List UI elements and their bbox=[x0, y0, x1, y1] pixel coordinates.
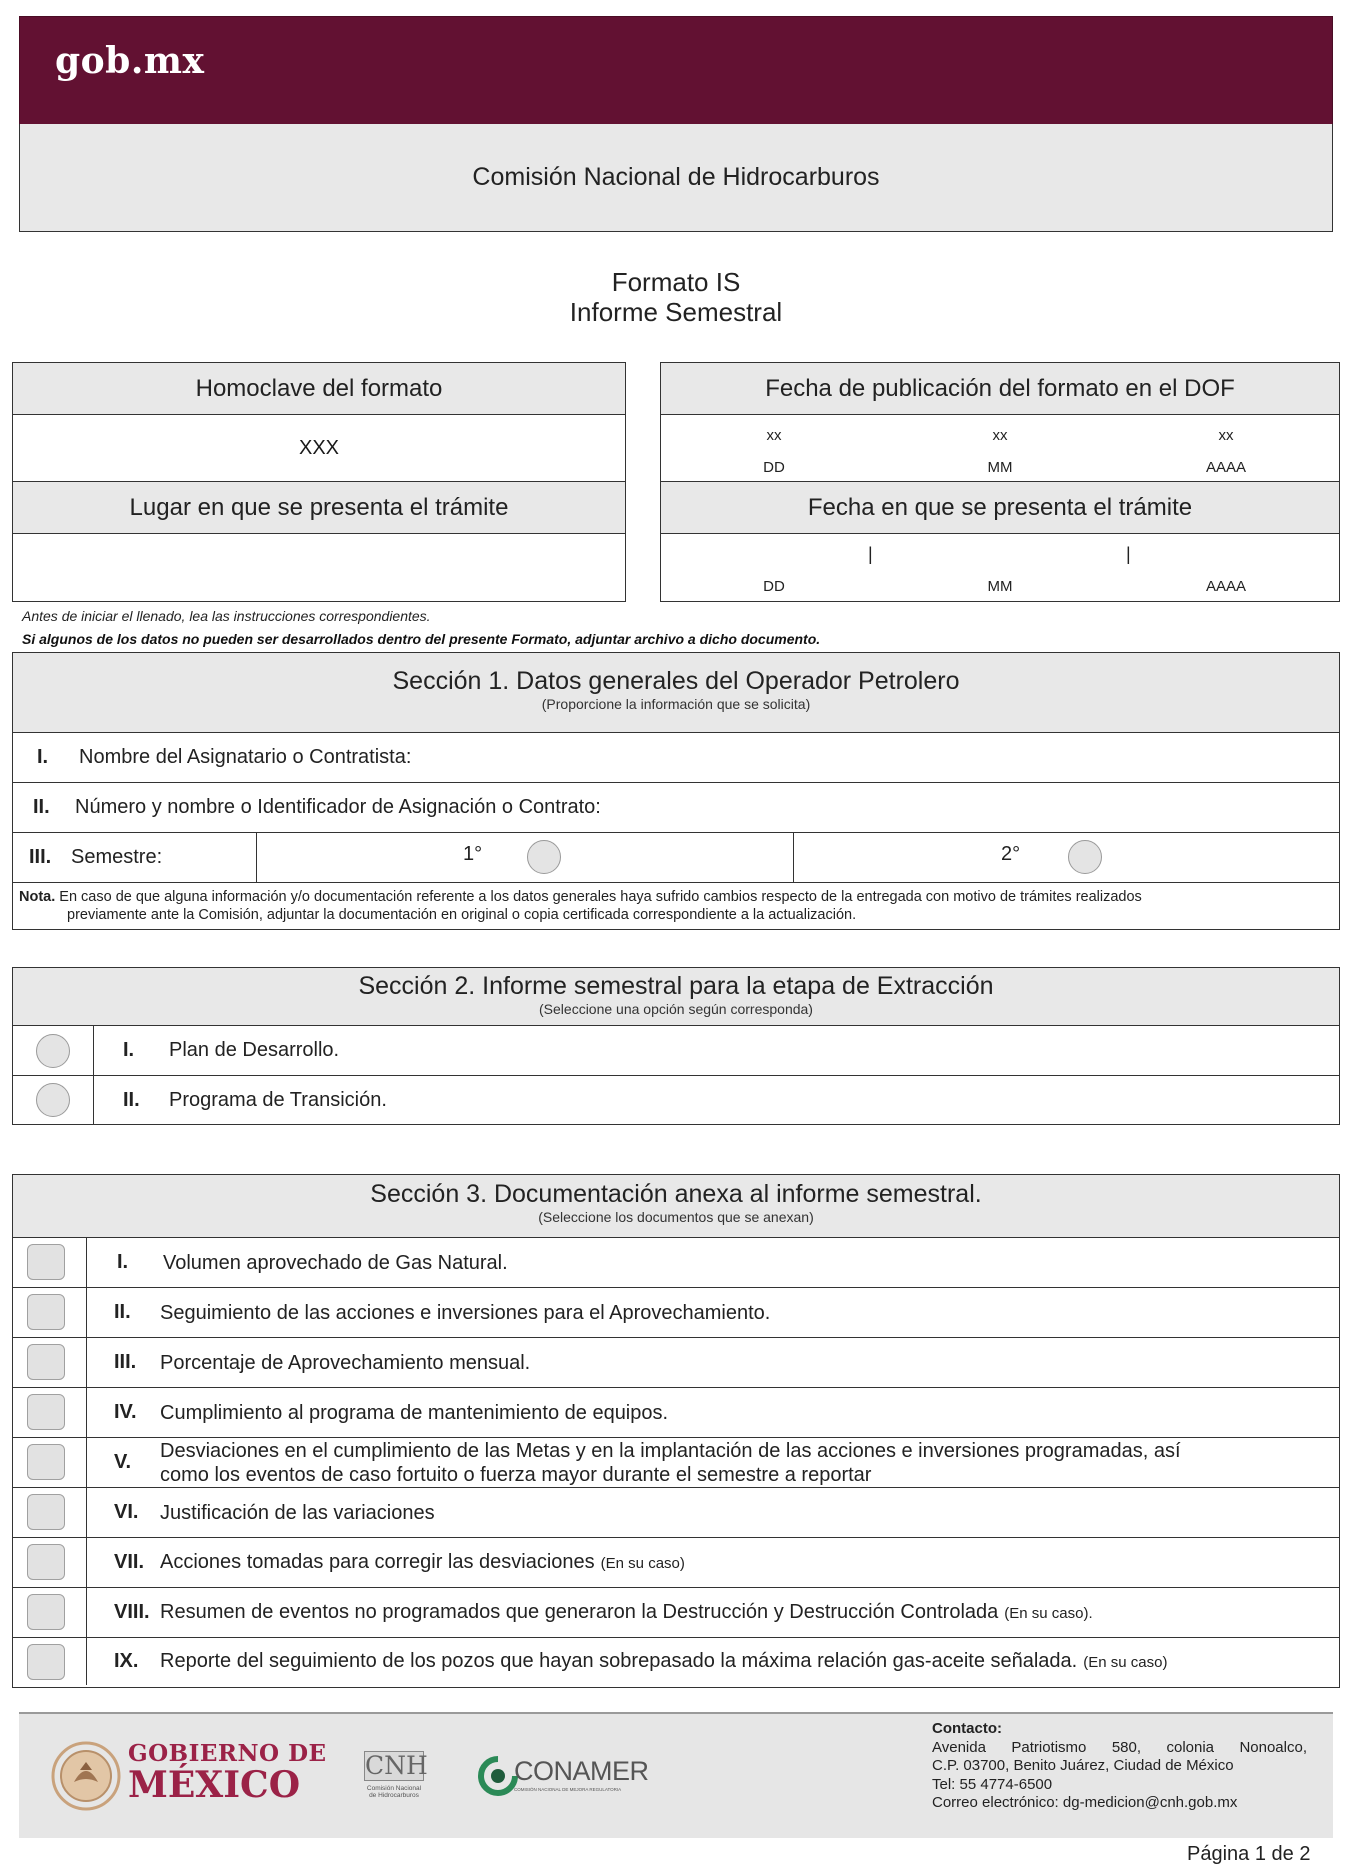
document-checkbox[interactable] bbox=[27, 1394, 65, 1430]
section-3 bbox=[12, 1174, 1340, 1688]
document-checkbox[interactable] bbox=[27, 1644, 65, 1680]
s2-radio-programa[interactable] bbox=[36, 1083, 70, 1117]
document-row[interactable] bbox=[13, 1538, 1339, 1588]
date-separator: | bbox=[868, 544, 873, 564]
document-row[interactable] bbox=[13, 1238, 1339, 1288]
document-row[interactable] bbox=[13, 1438, 1339, 1488]
checkbox-cell bbox=[13, 1288, 87, 1337]
document-label-suffix: (En su caso). bbox=[1004, 1604, 1093, 1622]
document-label bbox=[160, 1439, 1181, 1487]
document-label bbox=[160, 1301, 770, 1325]
lugar-label: Lugar en que se presenta el trámite bbox=[13, 482, 625, 534]
section-3-subtitle: (Seleccione los documentos que se anexan) bbox=[538, 1209, 814, 1225]
document-row[interactable] bbox=[13, 1288, 1339, 1338]
contact-email[interactable]: Correo electrónico: dg-medicion@cnh.gob.mx bbox=[932, 1794, 1238, 1811]
section-1-title: Sección 1. Datos generales del Operador Petrolero bbox=[392, 667, 960, 695]
document-row[interactable] bbox=[13, 1488, 1339, 1538]
document-label-text: Cumplimiento al programa de mantenimiento de equipos. bbox=[160, 1401, 669, 1424]
section-2-title: Sección 2. Informe semestral para la etapa de Extracción bbox=[358, 972, 994, 1000]
semestre-2-radio[interactable] bbox=[1068, 840, 1102, 874]
roman-numeral: VIII. bbox=[114, 1601, 150, 1623]
s1-row-nombre[interactable] bbox=[13, 733, 1339, 783]
semestre-1-label: 1° bbox=[463, 843, 483, 865]
document-checkbox[interactable] bbox=[27, 1344, 65, 1380]
section-2-header bbox=[13, 968, 1339, 1026]
roman-numeral: V. bbox=[114, 1451, 132, 1473]
document-label bbox=[160, 1649, 1167, 1675]
s1-row-semestre bbox=[13, 833, 1339, 883]
cnh-logo-text: CNH bbox=[365, 1751, 428, 1780]
document-label-text: Resumen de eventos no programados que generaron la Destrucción y Destrucción Controlada bbox=[160, 1600, 999, 1623]
semestre-2-label: 2° bbox=[1001, 843, 1021, 865]
document-label-text: Acciones tomadas para corregir las desviaciones bbox=[160, 1550, 595, 1573]
document-row[interactable] bbox=[13, 1588, 1339, 1638]
gobierno-line1: GOBIERNO DE bbox=[128, 1740, 327, 1767]
document-label-text: Volumen aprovechado de Gas Natural. bbox=[163, 1251, 508, 1274]
instructions-note: Antes de iniciar el llenado, lea las instrucciones correspondientes. bbox=[22, 608, 431, 624]
conamer-icon bbox=[478, 1756, 518, 1796]
document-row[interactable] bbox=[13, 1388, 1339, 1438]
document-label bbox=[160, 1401, 668, 1425]
homoclave-label: Homoclave del formato bbox=[13, 363, 625, 415]
roman-numeral: I. bbox=[123, 1039, 135, 1061]
roman-numeral: II. bbox=[123, 1088, 140, 1111]
conamer-logo bbox=[514, 1757, 649, 1792]
date-part-aaaa: AAAA bbox=[1205, 459, 1247, 476]
fecha-presenta-label: Fecha en que se presenta el trámite bbox=[661, 482, 1339, 534]
document-checkbox[interactable] bbox=[27, 1444, 65, 1480]
date-part-dd: DD bbox=[763, 459, 785, 476]
roman-numeral: II. bbox=[114, 1301, 131, 1323]
section-3-header bbox=[13, 1175, 1339, 1238]
date-part-mm: MM bbox=[987, 578, 1013, 595]
semestre-1-radio[interactable] bbox=[527, 840, 561, 874]
gobierno-de-mexico-logo bbox=[128, 1740, 327, 1806]
s1-row-label: Nombre del Asignatario o Contratista: bbox=[79, 746, 412, 768]
note-label: Nota. bbox=[19, 889, 56, 905]
fecha-pub-dd: xx bbox=[766, 427, 782, 444]
s2-radio-plan[interactable] bbox=[36, 1034, 70, 1068]
section-1-header bbox=[13, 653, 1339, 733]
contact-info bbox=[932, 1720, 1307, 1813]
checkbox-cell bbox=[13, 1388, 87, 1437]
document-label-text: Justificación de las variaciones bbox=[160, 1501, 435, 1524]
document-checkbox[interactable] bbox=[27, 1294, 65, 1330]
section-3-title: Sección 3. Documentación anexa al informe semestral. bbox=[370, 1180, 982, 1208]
fecha-publicacion-values bbox=[661, 415, 1339, 482]
attachment-note: Si algunos de los datos no pueden ser desarrollados dentro del presente Formato, adjuntar archivo a dicho documento. bbox=[22, 631, 821, 647]
contact-phone: Tel: 55 4774-6500 bbox=[932, 1775, 1053, 1793]
document-label-text: Seguimiento de las acciones e inversiones para el Aprovechamiento. bbox=[160, 1301, 771, 1324]
document-label-text: Desviaciones en el cumplimiento de las Metas y en la implantación de las acciones e inversiones programadas, así bbox=[160, 1439, 1181, 1462]
form-subtitle: Informe Semestral bbox=[569, 297, 783, 327]
note-text-2: previamente ante la Comisión, adjuntar la documentación en original o copia certificada correspondiente a la actualización. bbox=[67, 907, 857, 923]
s2-radio-cell bbox=[13, 1026, 94, 1076]
document-label bbox=[160, 1550, 685, 1576]
roman-numeral: II. bbox=[33, 796, 50, 818]
page-number: Página 1 de 2 bbox=[1187, 1843, 1311, 1865]
document-label-text-2: como los eventos de caso fortuito o fuerza mayor durante el semestre a reportar bbox=[160, 1463, 872, 1486]
section-2 bbox=[12, 967, 1340, 1125]
checkbox-cell bbox=[13, 1538, 87, 1587]
gobierno-line2: MÉXICO bbox=[128, 1764, 301, 1806]
checkbox-cell bbox=[13, 1338, 87, 1387]
fecha-presenta-input[interactable] bbox=[661, 534, 1339, 600]
lugar-input[interactable] bbox=[13, 534, 625, 600]
cnh-logo-sub2: de Hidrocarburos bbox=[369, 1792, 419, 1799]
document-row[interactable] bbox=[13, 1338, 1339, 1388]
document-label-text: Porcentaje de Aprovechamiento mensual. bbox=[160, 1351, 531, 1374]
cnh-logo-sub1: Comisión Nacional bbox=[366, 1785, 422, 1792]
roman-numeral: VII. bbox=[114, 1551, 145, 1573]
document-label-suffix: (En su caso) bbox=[600, 1554, 685, 1572]
contact-address-1: Avenida Patriotismo 580, colonia Nonoalco, bbox=[932, 1738, 1307, 1756]
section-2-subtitle: (Seleccione una opción según corresponda) bbox=[539, 1001, 813, 1017]
checkbox-cell bbox=[13, 1438, 87, 1487]
section-1-subtitle: (Proporcione la información que se solicita) bbox=[541, 696, 811, 712]
document-label-suffix: (En su caso) bbox=[1083, 1653, 1168, 1671]
semestre-option-2[interactable] bbox=[794, 833, 1339, 883]
checkbox-cell bbox=[13, 1638, 87, 1685]
gob-mx-logo[interactable]: gob.mx bbox=[55, 40, 205, 82]
document-label bbox=[160, 1600, 1093, 1626]
form-title: Formato IS bbox=[611, 267, 741, 297]
document-checkbox[interactable] bbox=[27, 1544, 65, 1580]
fecha-pub-aaaa: xx bbox=[1218, 427, 1234, 444]
document-checkbox[interactable] bbox=[27, 1494, 65, 1530]
homoclave-value: XXX bbox=[13, 415, 625, 482]
roman-numeral: I. bbox=[37, 746, 49, 768]
checkbox-cell bbox=[13, 1238, 87, 1287]
date-part-aaaa: AAAA bbox=[1205, 578, 1247, 595]
roman-numeral: III. bbox=[114, 1351, 137, 1373]
agency-name bbox=[19, 124, 1333, 232]
s2-row-label: Plan de Desarrollo. bbox=[169, 1039, 340, 1061]
document-label bbox=[163, 1251, 508, 1275]
mexico-seal-icon bbox=[50, 1740, 122, 1812]
roman-numeral: III. bbox=[29, 846, 52, 868]
note-text: En caso de que alguna información y/o documentación referente a los datos generales haya sufrido cambios respecto de la entregada con motivo de trámites realizados bbox=[59, 889, 1142, 905]
date-separator: | bbox=[1126, 544, 1131, 564]
contact-address-2: C.P. 03700, Benito Juárez, Ciudad de México bbox=[932, 1757, 1234, 1774]
cnh-logo bbox=[364, 1751, 428, 1799]
document-label bbox=[160, 1501, 435, 1525]
fecha-publicacion-label: Fecha de publicación del formato en el DOF bbox=[661, 363, 1339, 415]
agency-name-text: Comisión Nacional de Hidrocarburos bbox=[472, 163, 880, 191]
roman-numeral: IX. bbox=[114, 1650, 139, 1672]
document-label-text: Reporte del seguimiento de los pozos que hayan sobrepasado la máxima relación gas-aceite señalada. bbox=[160, 1649, 1078, 1672]
semestre-option-1[interactable] bbox=[256, 833, 794, 883]
s2-row-label: Programa de Transición. bbox=[169, 1088, 387, 1111]
date-part-mm: MM bbox=[987, 459, 1013, 476]
homoclave-box bbox=[12, 362, 626, 602]
checkbox-cell bbox=[13, 1588, 87, 1637]
conamer-logo-sub: COMISIÓN NACIONAL DE MEJORA REGULATORIA bbox=[514, 1787, 622, 1792]
header-banner bbox=[19, 16, 1333, 125]
s1-row-contrato[interactable] bbox=[13, 783, 1339, 833]
section-1-note bbox=[19, 888, 1335, 924]
s2-row-programa[interactable] bbox=[13, 1076, 1339, 1124]
s2-radio-cell bbox=[13, 1076, 94, 1124]
fechas-box bbox=[660, 362, 1340, 602]
document-label bbox=[160, 1351, 530, 1375]
document-checkbox[interactable] bbox=[27, 1244, 65, 1280]
s1-row-label: Número y nombre o Identificador de Asignación o Contrato: bbox=[75, 796, 601, 818]
s2-row-plan[interactable] bbox=[13, 1026, 1339, 1076]
section-1 bbox=[12, 652, 1340, 930]
roman-numeral: I. bbox=[117, 1251, 129, 1273]
date-part-dd: DD bbox=[763, 578, 785, 595]
s1-row-label: Semestre: bbox=[71, 846, 163, 868]
document-row[interactable] bbox=[13, 1638, 1339, 1685]
roman-numeral: IV. bbox=[114, 1401, 137, 1423]
conamer-logo-text: CONAMER bbox=[514, 1756, 649, 1786]
roman-numeral: VI. bbox=[114, 1501, 139, 1523]
contact-title: Contacto: bbox=[932, 1720, 1002, 1737]
checkbox-cell bbox=[13, 1488, 87, 1537]
fecha-pub-mm: xx bbox=[992, 427, 1008, 444]
document-checkbox[interactable] bbox=[27, 1594, 65, 1630]
